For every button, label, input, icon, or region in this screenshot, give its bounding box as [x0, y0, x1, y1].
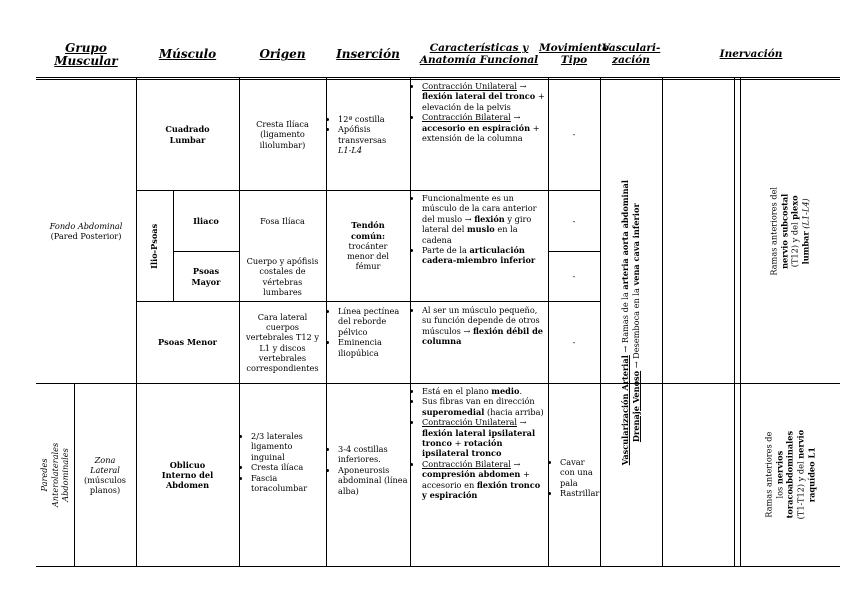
muscle-psoas-menor: Psoas Menor: [158, 337, 217, 348]
group-paredes-anterolaterales: Paredes Anterolaterales Abdominales: [39, 442, 71, 508]
list-item: • Fascia toracolumbar: [251, 473, 324, 494]
list-item: • Sus fibras van en dirección superomedial (hacia arriba): [422, 396, 547, 417]
rule-col: [410, 77, 411, 567]
caracteristicas-oblicuo-interno: [413, 386, 547, 500]
list-item: • Funcionalmente es un músculo de la cara anterior del muslo → flexión y giro lateral del muslo en la cadena: [422, 193, 547, 245]
list-item: • Rastrillar: [560, 488, 601, 498]
muscle-cuadrado-lumbar: Cuadrado Lumbar: [165, 124, 210, 145]
movimiento-psoas-mayor: -: [572, 271, 576, 282]
header-grupo-muscular: Grupo Muscular: [54, 40, 118, 68]
origen-psoas-mayor: Cuerpo y apófisis costales de vértebras lumbares: [246, 256, 319, 297]
muscle-table: [36, 33, 840, 567]
movimiento-psoas-menor: -: [572, 337, 576, 348]
insercion-psoas-menor: [329, 306, 409, 358]
inervacion-fondo: Ramas anteriores del nervio subcostal (T12) y del plexo lumbar (L1-L4): [768, 186, 811, 276]
inervacion-paredes: Ramas anteriores de los nervios toracoabdominales (T1-T12) y del nervio raquídeo L1: [763, 430, 816, 520]
group-ilio-psoas: Ilio-Psoas: [149, 223, 160, 269]
caracteristicas-iliopsoas: [413, 193, 547, 266]
movimiento-cuadrado-lumbar: -: [572, 129, 576, 140]
insercion-oblicuo-interno: [329, 444, 409, 496]
origen-cuadrado-lumbar: Cresta Ilíaca (ligamento iliolumbar): [256, 119, 309, 150]
rule-table-bottom: [36, 566, 840, 567]
rule-col: [734, 77, 735, 567]
header-vascularizacion: Vasculari-zación: [601, 42, 661, 66]
group-fondo-abdominal: Fondo Abdominal (Pared Posterior): [49, 220, 123, 241]
header-caracteristicas: Características y Anatomía Funcional: [419, 42, 539, 66]
rule-col: [662, 77, 663, 567]
group-zona-lateral: Zona Lateral (músculos planos): [83, 454, 127, 496]
origen-psoas-menor: Cara lateral cuerpos vertebrales T12 y L1 y discos vertebrales correspondientes: [246, 311, 319, 373]
muscle-psoas-mayor: Psoas Mayor: [191, 266, 221, 287]
origen-oblicuo-interno: [242, 431, 324, 493]
movimiento-oblicuo-interno: [551, 457, 601, 499]
muscle-oblicuo-interno: Oblicuo Interno del Abdomen: [161, 459, 214, 491]
list-item: • Apófisis transversas L1-L4: [338, 124, 409, 155]
vascularizacion-text: Vascularización Arterial → Ramas de la arteria aorta abdominal Drenaje Venoso → Desemboca en la vena cava inferior: [620, 179, 641, 466]
list-item: • Cavar con una pala: [560, 457, 601, 488]
list-item: • Línea pectínea del reborde pélvico: [338, 306, 409, 337]
list-item: • 12ª costilla: [338, 114, 409, 124]
list-item: • Al ser un músculo pequeño, su función depende de otros músculos → flexión débil de columna: [422, 305, 547, 347]
header-origen: Origen: [259, 47, 306, 62]
list-item: • Cresta ilíaca: [251, 462, 324, 472]
rule-col: [326, 77, 327, 567]
header-musculo: Músculo: [158, 47, 217, 62]
list-item: • Está en el plano medio.: [422, 386, 547, 396]
list-item: • Parte de la articulación cadera-miembro inferior: [422, 245, 547, 266]
movimiento-iliaco: -: [572, 215, 576, 226]
header-insercion: Inserción: [336, 47, 400, 62]
list-item: • Eminencia iliopúbica: [338, 337, 409, 358]
insercion-cuadrado-lumbar: [329, 114, 409, 156]
header-inervacion: Inervación: [719, 48, 783, 61]
list-item: • Contracción Unilateral → flexión lateral ipsilateral tronco + rotación ipsilateral tronco: [422, 417, 547, 459]
origen-iliaco: Fosa Ilíaca: [260, 215, 305, 226]
list-item: • 2/3 laterales ligamento inguinal: [251, 431, 324, 462]
list-item: • Contracción Bilateral → accesorio en espiración + extensión de la columna: [422, 112, 547, 143]
caracteristicas-psoas-menor: [413, 305, 547, 347]
list-item: • Contracción Bilateral → compresión abdomen + accesorio en flexión tronco y espiración: [422, 459, 547, 501]
rule-header-bottom: [36, 77, 840, 78]
list-item: • Aponeurosis abdominal (línea alba): [338, 465, 409, 496]
muscle-iliaco: Iliaco: [193, 215, 219, 226]
header-movimiento-tipo: Movimiento Tipo: [539, 42, 609, 66]
list-item: • 3-4 costillas inferiores.: [338, 444, 409, 465]
caracteristicas-cuadrado-lumbar: [413, 81, 547, 143]
list-item: • Contracción Unilateral → flexión lateral del tronco + elevación de la pelvis: [422, 81, 547, 112]
insercion-iliopsoas: Tendón común: trocánter menor del fémur: [346, 220, 390, 272]
